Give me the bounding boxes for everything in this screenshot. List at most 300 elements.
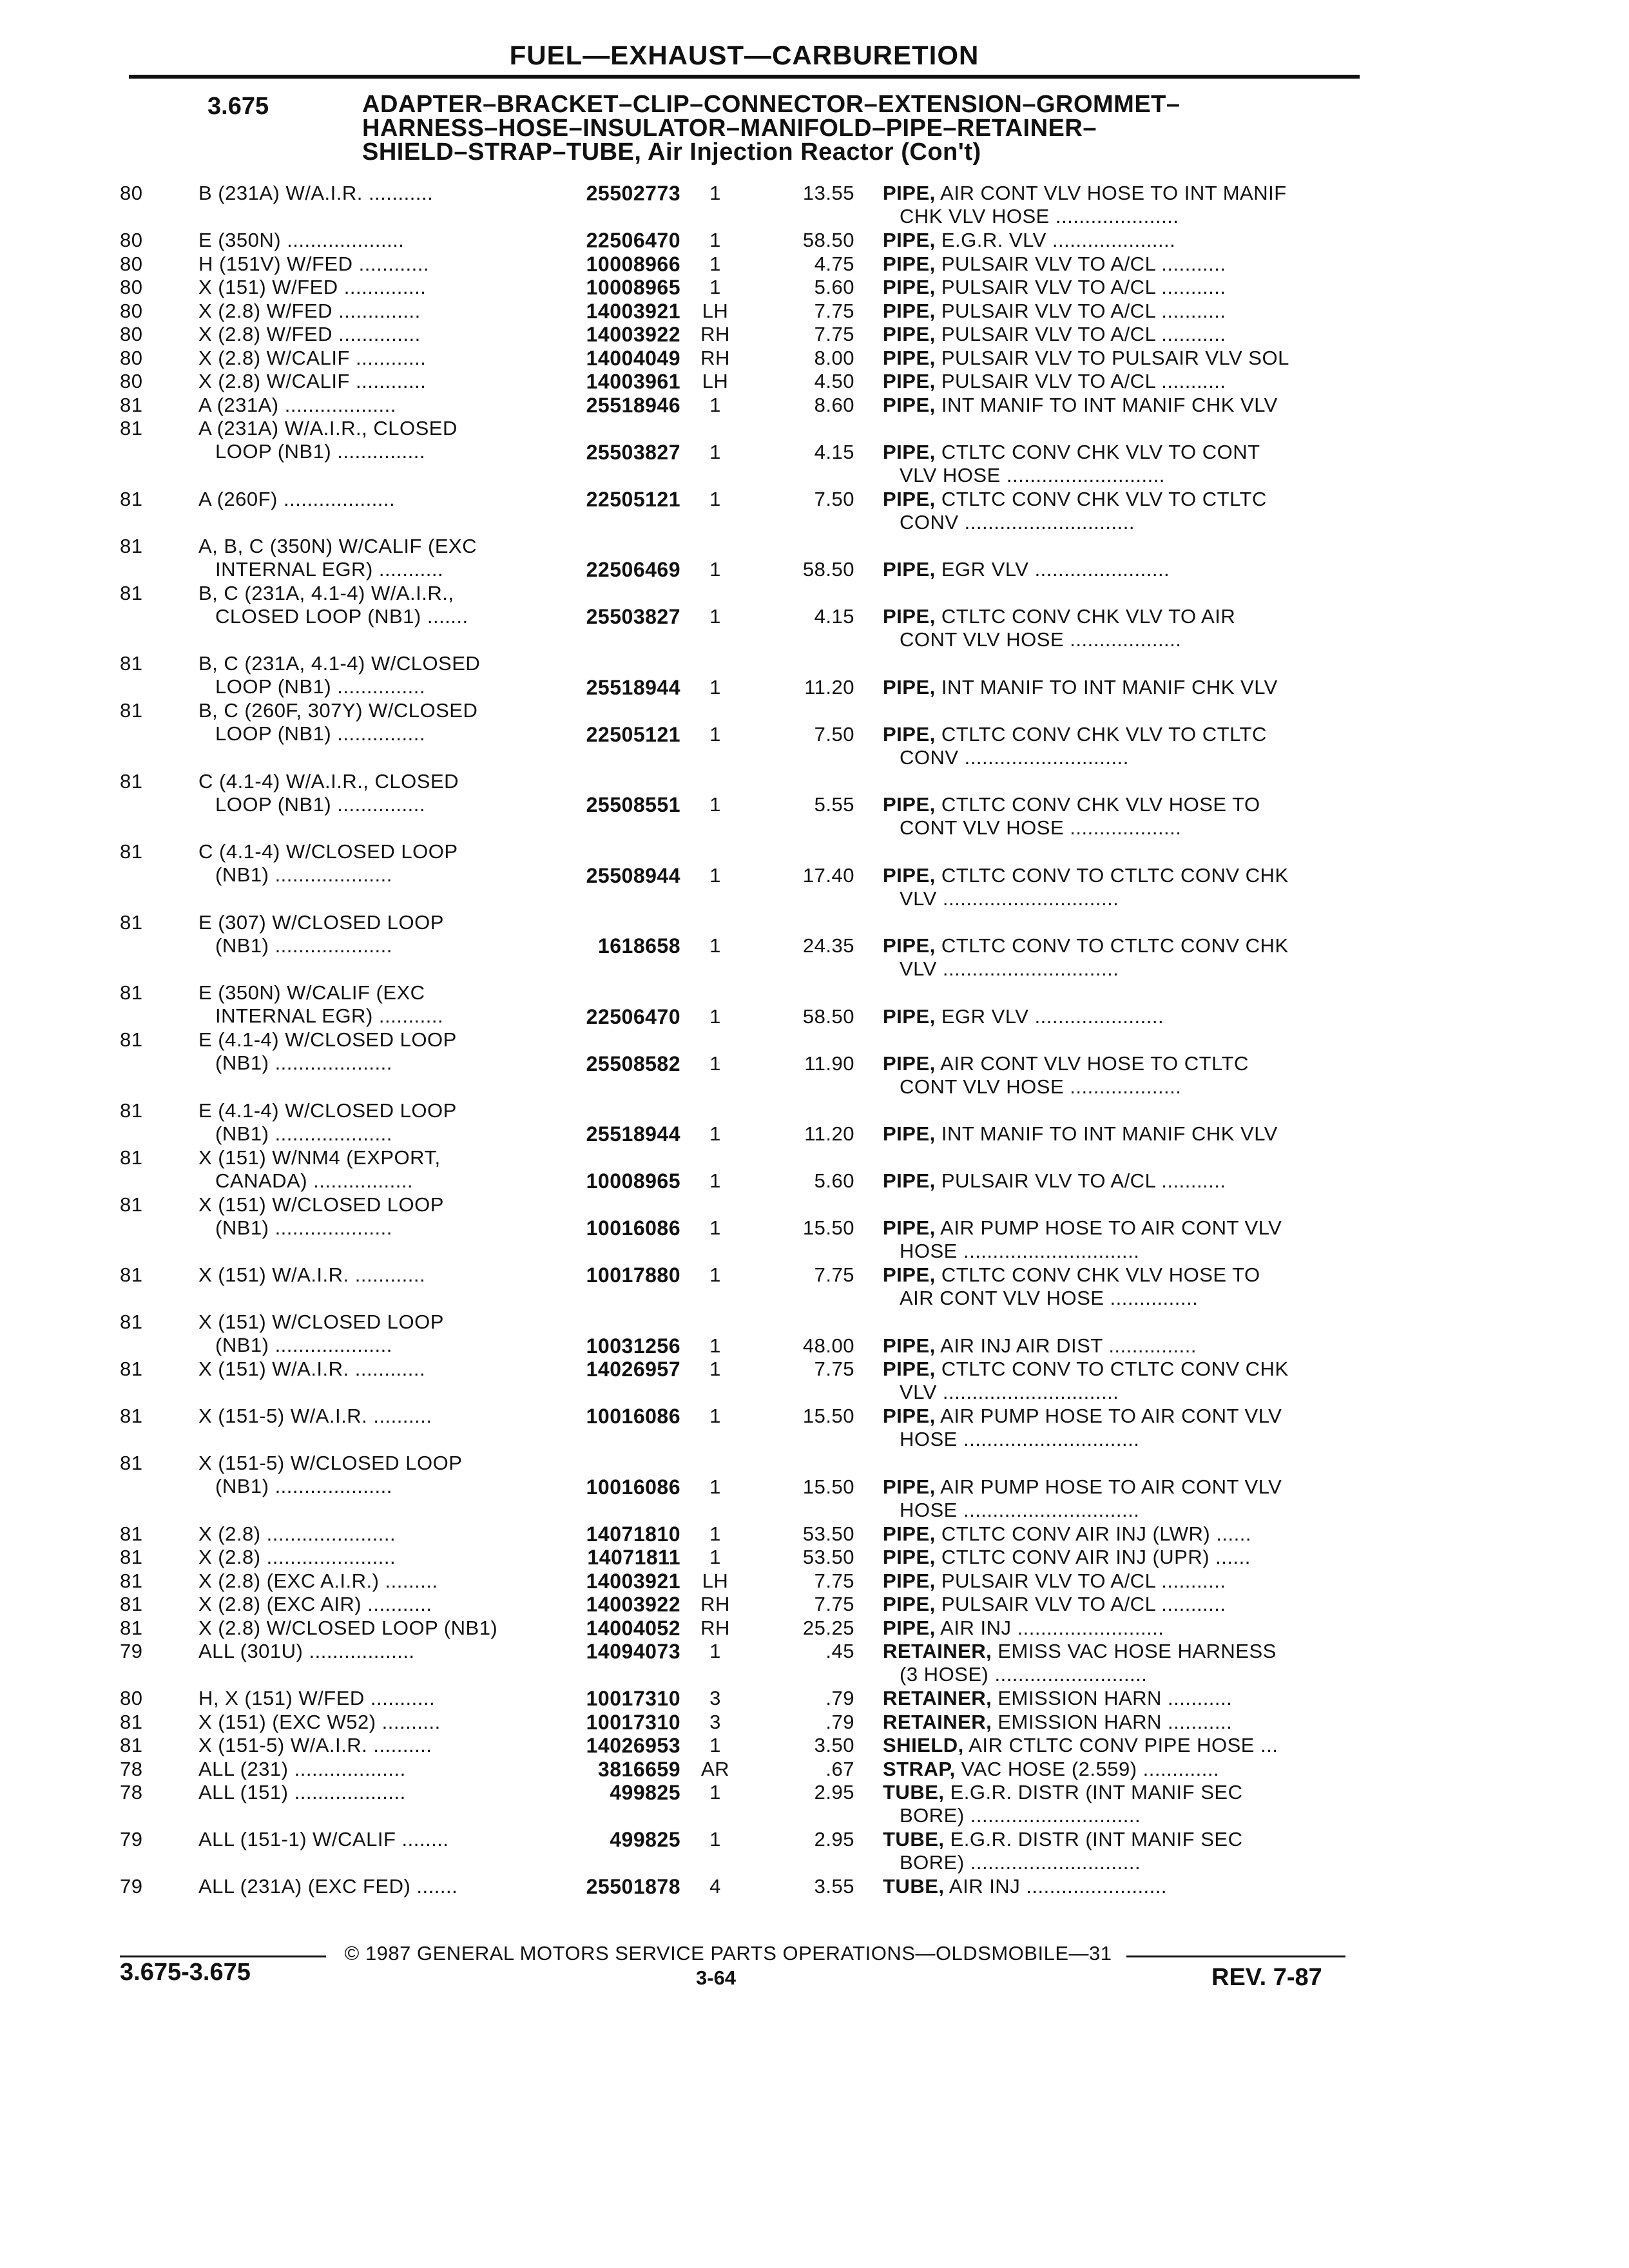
part-name-type: PIPE, xyxy=(883,863,936,887)
application-line-1: ALL (151-1) W/CALIF ........ xyxy=(198,1828,449,1850)
part-name-line-1: CTLTC CONV TO CTLTC CONV CHK xyxy=(935,934,1289,957)
application-description xyxy=(198,1734,559,1757)
part-number: 22506470 xyxy=(586,1004,680,1028)
model-year: 80 xyxy=(120,1687,143,1709)
part-name-line-2: HOSE .............................. xyxy=(900,1498,1140,1521)
part-name-line-1: CTLTC CONV CHK VLV TO AIR xyxy=(935,605,1236,628)
application-line-1: H, X (151) W/FED ........... xyxy=(198,1687,436,1709)
price: .79 xyxy=(825,1687,854,1709)
part-name-line-2: CONT VLV HOSE ................... xyxy=(900,816,1182,839)
model-year: 81 xyxy=(120,1734,143,1756)
price: 13.55 xyxy=(802,182,854,204)
part-name-type: PIPE, xyxy=(883,276,936,298)
quantity: 1 xyxy=(709,605,721,628)
application-line-1: B (231A) W/A.I.R. ........... xyxy=(198,182,434,204)
part-number: 14004052 xyxy=(586,1616,680,1640)
part-name xyxy=(883,605,1373,651)
part-number: 14003921 xyxy=(586,299,680,323)
application-description xyxy=(198,652,559,698)
part-name-line-1: CTLTC CONV CHK VLV TO CTLTC xyxy=(935,487,1267,510)
part-name-line-1: PULSAIR VLV TO A/CL ........... xyxy=(935,276,1226,298)
quantity: 1 xyxy=(709,1640,721,1662)
part-name-line-2: CONV ............................. xyxy=(900,510,1135,533)
quantity: 3 xyxy=(709,1687,721,1709)
model-year: 81 xyxy=(120,1264,143,1286)
part-name-line-1: EGR VLV ...................... xyxy=(935,1004,1164,1028)
price: 3.55 xyxy=(814,1875,854,1898)
application-description xyxy=(198,582,559,628)
part-name xyxy=(883,347,1373,370)
model-year: 81 xyxy=(120,699,143,722)
application-description xyxy=(198,1617,559,1640)
application-line-1: X (151) W/CLOSED LOOP xyxy=(198,1193,444,1216)
application-description xyxy=(198,347,559,370)
model-year: 79 xyxy=(120,1828,143,1850)
application-line-2: CANADA) ................. xyxy=(215,1169,414,1192)
model-year: 81 xyxy=(120,1593,143,1615)
part-number: 10017310 xyxy=(586,1687,680,1710)
application-line-1: X (2.8) (EXC AIR) ........... xyxy=(198,1593,432,1615)
page-header-title: FUEL—EXHAUST—CARBURETION xyxy=(509,40,979,70)
quantity: 1 xyxy=(709,1358,721,1380)
model-year: 81 xyxy=(120,1146,143,1169)
part-number: 25518944 xyxy=(586,675,680,699)
price: 4.50 xyxy=(814,370,854,392)
quantity: LH xyxy=(702,299,729,322)
application-line-1: ALL (151) ................... xyxy=(198,1781,406,1803)
part-name-line-1: VAC HOSE (2.559) ............. xyxy=(955,1757,1220,1780)
part-number: 14026957 xyxy=(586,1358,680,1381)
part-name xyxy=(883,1781,1373,1827)
model-year: 80 xyxy=(120,252,143,275)
part-name-type: PIPE, xyxy=(883,182,936,204)
model-year: 81 xyxy=(120,1099,143,1122)
application-description xyxy=(198,1264,559,1287)
application-line-1: X (2.8) W/CLOSED LOOP (NB1) xyxy=(198,1616,498,1639)
quantity: 1 xyxy=(709,722,721,745)
application-description xyxy=(198,699,559,745)
application-description xyxy=(198,1711,559,1734)
part-number: 10008966 xyxy=(586,252,680,276)
footer-rule-left xyxy=(120,1956,326,1957)
quantity: 1 xyxy=(709,1734,721,1756)
part-name xyxy=(883,1640,1373,1686)
part-number: 14003961 xyxy=(586,370,680,393)
part-number: 10008965 xyxy=(586,1169,680,1193)
price: 8.00 xyxy=(814,346,854,369)
part-number: 10016086 xyxy=(586,1405,680,1428)
application-description xyxy=(198,182,559,205)
part-name-type: STRAP, xyxy=(883,1757,956,1780)
application-line-1: C (4.1-4) W/A.I.R., CLOSED xyxy=(198,769,459,793)
quantity: 1 xyxy=(709,1122,721,1145)
application-line-1: X (2.8) ...................... xyxy=(198,1522,396,1545)
quantity: 1 xyxy=(709,558,721,581)
part-name-line-1: PULSAIR VLV TO A/CL ........... xyxy=(935,323,1226,345)
quantity: RH xyxy=(700,1616,730,1639)
part-name xyxy=(883,300,1373,323)
quantity: 1 xyxy=(709,1475,721,1498)
application-description xyxy=(198,1452,559,1498)
application-description xyxy=(198,981,559,1028)
application-line-2: (NB1) .................... xyxy=(215,1334,392,1356)
price: 25.25 xyxy=(802,1616,854,1639)
part-name-type: PIPE, xyxy=(883,1334,936,1357)
application-line-1: ALL (231) ................... xyxy=(198,1757,406,1780)
quantity: 1 xyxy=(709,252,721,275)
quantity: 1 xyxy=(709,1216,721,1239)
part-name-type: PIPE, xyxy=(883,1569,936,1592)
part-name xyxy=(883,934,1373,981)
part-name-line-2: VLV .............................. xyxy=(900,957,1119,980)
part-number: 25501878 xyxy=(586,1875,680,1898)
model-year: 81 xyxy=(120,1522,143,1545)
quantity: 1 xyxy=(709,1828,721,1850)
part-name-type: PIPE, xyxy=(883,1405,936,1427)
application-line-1: ALL (231A) (EXC FED) ....... xyxy=(198,1875,458,1898)
quantity: RH xyxy=(700,346,730,369)
part-number: 10008965 xyxy=(586,276,680,299)
price: 5.60 xyxy=(814,1169,854,1192)
part-name-type: PIPE, xyxy=(883,793,936,816)
application-description xyxy=(198,1758,559,1781)
application-line-2: (NB1) .................... xyxy=(215,1475,392,1497)
price: 11.90 xyxy=(804,1052,854,1075)
application-description xyxy=(198,488,559,511)
part-name-line-1: PULSAIR VLV TO A/CL ........... xyxy=(935,299,1226,322)
part-number: 10031256 xyxy=(586,1334,680,1358)
part-name-type: PIPE, xyxy=(883,1593,936,1615)
part-name-type: TUBE, xyxy=(883,1781,945,1803)
model-year: 81 xyxy=(120,910,143,934)
application-line-1: E (4.1-4) W/CLOSED LOOP xyxy=(198,1028,457,1051)
model-year: 81 xyxy=(120,1710,143,1733)
application-line-2: (NB1) .................... xyxy=(215,934,392,957)
application-line-1: X (2.8) ...................... xyxy=(198,1546,396,1568)
part-name xyxy=(883,1005,1373,1028)
model-year: 80 xyxy=(120,182,143,204)
price: 15.50 xyxy=(802,1475,854,1498)
section-title-line-3 xyxy=(362,140,1367,164)
model-year: 81 xyxy=(120,652,143,675)
application-description xyxy=(198,1405,559,1428)
header-divider xyxy=(129,75,1360,79)
part-name-line-1: AIR PUMP HOSE TO AIR CONT VLV xyxy=(935,1475,1282,1498)
part-name-line-2: CONT VLV HOSE ................... xyxy=(900,628,1182,651)
section-title-line-3-rest: Air Injection Reactor (Con't) xyxy=(641,139,981,166)
model-year: 80 xyxy=(120,346,143,369)
price: 7.75 xyxy=(814,299,854,322)
price: 7.75 xyxy=(814,323,854,345)
part-name-line-1: INT MANIF TO INT MANIF CHK VLV xyxy=(935,1122,1278,1145)
price: .67 xyxy=(825,1757,854,1780)
part-name-line-1: PULSAIR VLV TO A/CL ........... xyxy=(935,1169,1226,1192)
part-name-line-1: CTLTC CONV CHK VLV HOSE TO xyxy=(935,793,1260,816)
footer-copyright: © 1987 GENERAL MOTORS SERVICE PARTS OPERATIONS—OLDSMOBILE—31 xyxy=(344,1942,1112,1965)
price: 58.50 xyxy=(802,1004,854,1028)
part-name-line-1: AIR CONT VLV HOSE TO CTLTC xyxy=(935,1052,1249,1075)
model-year: 81 xyxy=(120,487,143,510)
price: 53.50 xyxy=(802,1546,854,1568)
model-year: 81 xyxy=(120,534,143,557)
part-name-line-1: AIR INJ AIR DIST ............... xyxy=(935,1334,1197,1357)
application-description xyxy=(198,276,559,299)
quantity: LH xyxy=(702,1569,729,1592)
part-name-type: PIPE, xyxy=(883,346,936,369)
part-name xyxy=(883,793,1373,840)
part-name-line-1: PULSAIR VLV TO A/CL ........... xyxy=(935,370,1226,392)
application-description xyxy=(198,417,559,463)
part-name xyxy=(883,1358,1373,1404)
application-line-1: X (2.8) W/FED .............. xyxy=(198,299,421,322)
quantity: AR xyxy=(700,1757,730,1780)
application-line-1: X (2.8) (EXC A.I.R.) ......... xyxy=(198,1569,438,1592)
application-description xyxy=(198,770,559,816)
part-name-type: PIPE, xyxy=(883,1522,936,1545)
part-number: 14071810 xyxy=(586,1522,680,1546)
part-name xyxy=(883,676,1373,699)
footer-section-range: 3.675-3.675 xyxy=(120,1959,251,1986)
part-name-line-1: AIR CTLTC CONV PIPE HOSE ... xyxy=(963,1734,1278,1756)
part-name-type: PIPE, xyxy=(883,1358,936,1380)
price: 7.75 xyxy=(814,1264,854,1286)
model-year: 81 xyxy=(120,1028,143,1051)
application-line-2: INTERNAL EGR) ........... xyxy=(215,1004,444,1027)
price: 53.50 xyxy=(802,1522,854,1545)
application-line-2: CLOSED LOOP (NB1) ....... xyxy=(215,604,468,628)
part-name xyxy=(883,1828,1373,1874)
part-number: 14003922 xyxy=(586,323,680,346)
part-name-line-2: CONT VLV HOSE ................... xyxy=(900,1075,1182,1098)
part-name xyxy=(883,1334,1373,1358)
part-name-line-1: PULSAIR VLV TO A/CL ........... xyxy=(935,252,1226,275)
part-name xyxy=(883,1216,1373,1263)
quantity: 1 xyxy=(709,863,721,887)
part-name-type: PIPE, xyxy=(883,252,936,275)
application-line-1: A, B, C (350N) W/CALIF (EXC xyxy=(198,534,477,557)
part-name-line-1: INT MANIF TO INT MANIF CHK VLV xyxy=(935,675,1278,698)
application-description xyxy=(198,229,559,252)
part-name-line-1: PULSAIR VLV TO A/CL ........... xyxy=(935,1569,1226,1592)
part-name xyxy=(883,723,1373,769)
part-name xyxy=(883,182,1373,228)
price: 2.95 xyxy=(814,1828,854,1850)
quantity: 1 xyxy=(709,675,721,698)
quantity: RH xyxy=(700,1593,730,1615)
section-title-line-1: ADAPTER–BRACKET–CLIP–CONNECTOR–EXTENSION–GROMMET– xyxy=(362,91,1181,118)
part-name-line-1: CTLTC CONV AIR INJ (LWR) ...... xyxy=(935,1522,1251,1545)
part-name-type: PIPE, xyxy=(883,323,936,345)
part-name-line-1: E.G.R. DISTR (INT MANIF SEC xyxy=(944,1828,1243,1850)
part-name-type: PIPE, xyxy=(883,1475,936,1498)
part-number: 22505121 xyxy=(586,722,680,746)
part-number: 14004049 xyxy=(586,346,680,370)
price: 5.55 xyxy=(814,793,854,816)
part-name-line-1: AIR INJ ........................ xyxy=(944,1875,1168,1898)
application-line-1: X (151) W/A.I.R. ............ xyxy=(198,1358,426,1380)
part-name xyxy=(883,1523,1373,1546)
section-number: 3.675 xyxy=(207,93,269,120)
model-year: 81 xyxy=(120,840,143,863)
part-number: 499825 xyxy=(610,1828,680,1851)
application-description xyxy=(198,535,559,581)
part-name-line-2: BORE) ............................. xyxy=(900,1851,1141,1874)
model-year: 81 xyxy=(120,1452,143,1474)
quantity: 1 xyxy=(709,934,721,957)
part-number: 25503827 xyxy=(586,440,680,464)
application-description xyxy=(198,1546,559,1569)
part-name-line-1: EMISSION HARN ........... xyxy=(992,1687,1233,1709)
model-year: 80 xyxy=(120,276,143,298)
part-name-line-2: CONV ............................ xyxy=(900,745,1129,769)
part-name-line-1: AIR PUMP HOSE TO AIR CONT VLV xyxy=(935,1405,1282,1427)
part-number: 14003922 xyxy=(586,1593,680,1616)
part-name xyxy=(883,1875,1373,1898)
quantity: RH xyxy=(700,323,730,345)
part-number: 25508944 xyxy=(586,863,680,887)
price: 8.60 xyxy=(814,393,854,416)
part-number: 22506470 xyxy=(586,229,680,252)
quantity: 1 xyxy=(709,487,721,510)
price: 15.50 xyxy=(802,1216,854,1239)
part-name-type: PIPE, xyxy=(883,1004,936,1028)
part-name xyxy=(883,394,1373,417)
part-name-type: PIPE, xyxy=(883,299,936,322)
part-number: 10017880 xyxy=(586,1264,680,1287)
model-year: 81 xyxy=(120,1546,143,1568)
footer-revision: REV. 7-87 xyxy=(1211,1964,1322,1991)
model-year: 81 xyxy=(120,393,143,416)
model-year: 81 xyxy=(120,417,143,439)
application-line-2: LOOP (NB1) ............... xyxy=(215,440,425,463)
part-name xyxy=(883,1475,1373,1522)
application-description xyxy=(198,1593,559,1616)
part-number: 499825 xyxy=(610,1781,680,1804)
part-name-type: PIPE, xyxy=(883,722,936,745)
model-year: 81 xyxy=(120,769,143,793)
part-name xyxy=(883,1122,1373,1146)
footer-page-number: 3-64 xyxy=(696,1966,737,1989)
part-name-line-1: PULSAIR VLV TO A/CL ........... xyxy=(935,1593,1226,1615)
part-name-line-2: (3 HOSE) .......................... xyxy=(900,1663,1148,1686)
model-year: 80 xyxy=(120,323,143,345)
application-line-1: E (350N) W/CALIF (EXC xyxy=(198,981,425,1004)
application-description xyxy=(198,394,559,417)
application-line-1: E (350N) .................... xyxy=(198,229,405,251)
application-line-1: X (151) W/CLOSED LOOP xyxy=(198,1311,444,1333)
application-line-2: LOOP (NB1) ............... xyxy=(215,722,425,745)
part-name-line-2: VLV HOSE ........................... xyxy=(900,463,1165,486)
price: 48.00 xyxy=(802,1334,854,1357)
application-description xyxy=(198,1358,559,1381)
application-description xyxy=(198,1193,559,1240)
application-description xyxy=(198,1311,559,1357)
application-line-2: (NB1) .................... xyxy=(215,1052,392,1074)
application-line-1: ALL (301U) .................. xyxy=(198,1640,415,1662)
quantity: 1 xyxy=(709,793,721,816)
application-line-1: X (151) W/NM4 (EXPORT, xyxy=(198,1146,441,1169)
part-name xyxy=(883,370,1373,393)
part-name-type: RETAINER, xyxy=(883,1687,992,1709)
part-name-type: PIPE, xyxy=(883,393,936,416)
model-year: 81 xyxy=(120,1311,143,1333)
application-line-1: X (151-5) W/A.I.R. .......... xyxy=(198,1734,432,1756)
price: .45 xyxy=(825,1640,854,1662)
price: 7.75 xyxy=(814,1569,854,1592)
part-number: 14026953 xyxy=(586,1734,680,1757)
application-line-1: A (231A) W/A.I.R., CLOSED xyxy=(198,417,458,439)
part-number: 25502773 xyxy=(586,182,680,205)
application-line-2: LOOP (NB1) ............... xyxy=(215,793,425,816)
part-name-line-1: CTLTC CONV CHK VLV HOSE TO xyxy=(935,1264,1260,1286)
application-description xyxy=(198,1781,559,1804)
part-name-line-1: CTLTC CONV AIR INJ (UPR) ...... xyxy=(935,1546,1251,1568)
part-name-line-1: EMISSION HARN ........... xyxy=(992,1710,1233,1733)
part-name xyxy=(883,323,1373,346)
quantity: 1 xyxy=(709,1546,721,1568)
part-name-line-2: AIR CONT VLV HOSE ............... xyxy=(900,1287,1199,1309)
quantity: 1 xyxy=(709,1405,721,1427)
price: 2.95 xyxy=(814,1781,854,1803)
part-name-line-1: CTLTC CONV TO CTLTC CONV CHK xyxy=(935,1358,1289,1380)
part-name xyxy=(883,1570,1373,1593)
quantity: 1 xyxy=(709,1781,721,1803)
part-name xyxy=(883,1593,1373,1616)
price: 58.50 xyxy=(802,229,854,251)
part-name-type: TUBE, xyxy=(883,1828,945,1850)
part-name xyxy=(883,1734,1373,1757)
quantity: LH xyxy=(702,370,729,392)
part-name-type: RETAINER, xyxy=(883,1640,992,1662)
model-year: 81 xyxy=(120,581,143,604)
price: 24.35 xyxy=(802,934,854,957)
application-description xyxy=(198,1828,559,1851)
model-year: 81 xyxy=(120,981,143,1004)
application-line-1: A (260F) ................... xyxy=(198,487,396,510)
part-name xyxy=(883,558,1373,581)
part-name-line-1: AIR CONT VLV HOSE TO INT MANIF xyxy=(935,182,1287,204)
price: 15.50 xyxy=(802,1405,854,1427)
application-description xyxy=(198,300,559,323)
quantity: 1 xyxy=(709,276,721,298)
quantity: 1 xyxy=(709,1004,721,1028)
model-year: 81 xyxy=(120,1616,143,1639)
section-title xyxy=(362,93,1367,164)
price: 7.75 xyxy=(814,1358,854,1380)
part-number: 25518946 xyxy=(586,393,680,417)
model-year: 81 xyxy=(120,1405,143,1427)
part-name-line-1: AIR PUMP HOSE TO AIR CONT VLV xyxy=(935,1216,1282,1239)
part-name-type: PIPE, xyxy=(883,1616,936,1639)
price: 11.20 xyxy=(804,1122,854,1145)
section-title-line-3-bold: SHIELD–STRAP–TUBE, xyxy=(362,139,642,166)
part-name xyxy=(883,441,1373,487)
part-name xyxy=(883,1758,1373,1781)
part-number: 1618658 xyxy=(597,934,680,957)
part-name xyxy=(883,276,1373,299)
part-name-line-2: HOSE .............................. xyxy=(900,1240,1140,1262)
application-description xyxy=(198,323,559,346)
part-name xyxy=(883,229,1373,252)
part-name-line-1: INT MANIF TO INT MANIF CHK VLV xyxy=(935,393,1278,416)
price: 17.40 xyxy=(802,863,854,887)
part-number: 10016086 xyxy=(586,1216,680,1240)
application-description xyxy=(198,1640,559,1663)
application-description xyxy=(198,1146,559,1193)
part-name xyxy=(883,1264,1373,1310)
price: 11.20 xyxy=(804,675,854,698)
price: 4.75 xyxy=(814,252,854,275)
